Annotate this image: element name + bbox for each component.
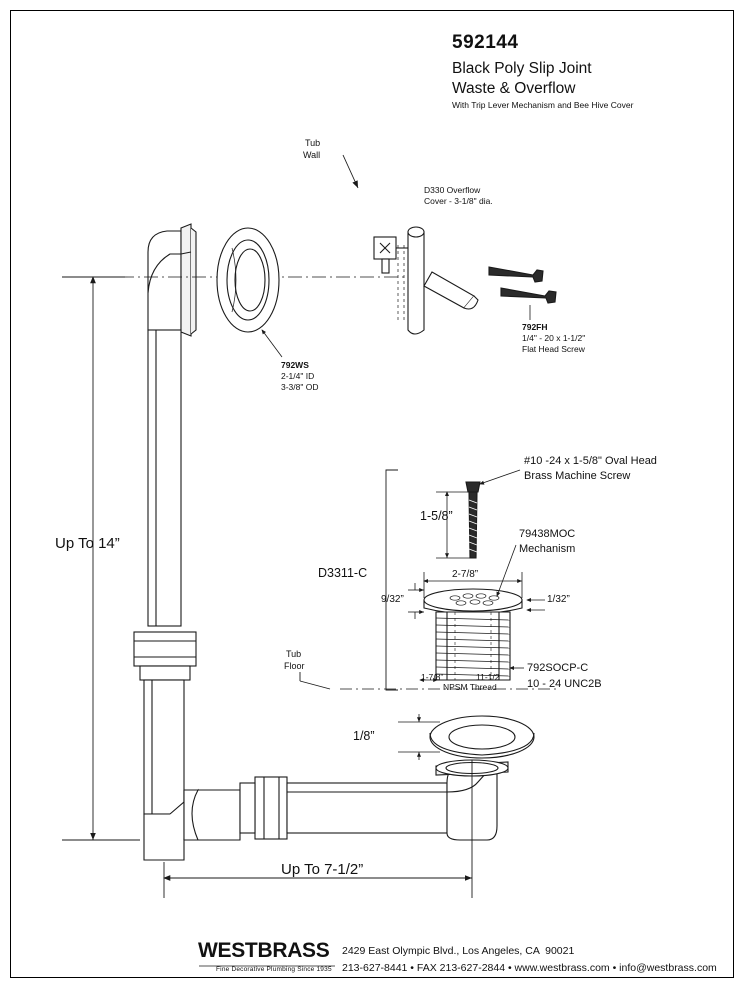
- label-overflow-cover-line2: Cover - 3-1/8" dia.: [424, 196, 493, 206]
- company-address: 2429 East Olympic Blvd., Los Angeles, CA 90021: [342, 945, 575, 957]
- vertical-waste-pipe: [134, 330, 196, 814]
- company-logo: WESTBRASS: [198, 939, 330, 962]
- label-gasket-od: 3-3/8" OD: [281, 382, 319, 392]
- product-title-line1: Black Poly Slip Joint: [452, 60, 592, 77]
- oval-head-machine-screw: [466, 470, 520, 558]
- lower-tee-assembly: [144, 760, 508, 860]
- overflow-cover-d330: [374, 227, 478, 334]
- label-gasket-792ws: 792WS: [281, 360, 309, 370]
- dim-label-up-to-7-1-2: Up To 7-1/2”: [281, 861, 364, 878]
- gasket-792ws: [217, 228, 279, 332]
- label-mechanism-part: 79438MOC: [519, 528, 576, 540]
- company-tagline: Fine Decorative Plumbing Since 1935: [216, 966, 332, 973]
- label-strainer-thread: 10 - 24 UNC2B: [527, 678, 602, 690]
- label-tub-floor-line1: Tub: [286, 649, 302, 659]
- company-contact: 213-627-8441 • FAX 213-627-2844 • www.westbrass.com • info@westbrass.com: [342, 962, 717, 974]
- dim-label-1-8: 1/8”: [353, 729, 375, 743]
- label-npsm-thread: NPSM Thread: [443, 682, 497, 692]
- label-tub-floor-line2: Floor: [284, 661, 305, 671]
- label-screw-spec: 1/4" - 20 x 1-1/2": [522, 333, 586, 343]
- dim-one-five-eighth: [436, 492, 470, 558]
- overflow-elbow: [148, 224, 196, 336]
- dim-one-thirtysecond: [527, 600, 545, 610]
- part-number: 592144: [452, 32, 519, 53]
- label-screw-792fh: 792FH: [522, 322, 548, 332]
- label-overflow-cover-line1: D330 Overflow: [424, 185, 481, 195]
- dim-label-2-7-8: 2-7/8”: [452, 569, 479, 580]
- label-gasket-id: 2-1/4" ID: [281, 371, 315, 381]
- dim-label-9-32: 9/32”: [381, 594, 404, 605]
- dim-nine-thirtyseconds: [408, 583, 424, 619]
- label-oval-screw-line1: #10 -24 x 1-5/8" Oval Head: [524, 455, 657, 467]
- label-npsm-size: 11-1/2: [476, 672, 500, 682]
- dim-up-to-14: [62, 277, 140, 840]
- label-screw-type: Flat Head Screw: [522, 344, 585, 354]
- dim-label-up-to-14: Up To 14”: [55, 535, 120, 552]
- label-mechanism-name: Mechanism: [519, 543, 576, 555]
- label-tub-wall-line1: Tub: [305, 138, 321, 148]
- dim-label-1-7-8: 1-7/8”: [421, 672, 444, 682]
- dim-label-1-32: 1/32”: [547, 594, 570, 605]
- flat-head-screws-792fh: [489, 267, 556, 303]
- label-strainer-part: 792SOCP-C: [527, 662, 589, 674]
- product-title-line2: Waste & Overflow: [452, 80, 576, 97]
- label-assembly-d3311c: D3311-C: [318, 566, 368, 580]
- strainer-mechanism-79438moc: [424, 589, 522, 680]
- label-tub-wall-line2: Wall: [303, 150, 321, 160]
- assembly-bracket-d3311c: [386, 470, 398, 690]
- product-subtitle: With Trip Lever Mechanism and Bee Hive Cover: [452, 100, 634, 110]
- dim-label-1-5-8: 1-5/8”: [420, 509, 453, 523]
- label-oval-screw-line2: Brass Machine Screw: [524, 470, 631, 482]
- drain-gasket: [430, 716, 534, 758]
